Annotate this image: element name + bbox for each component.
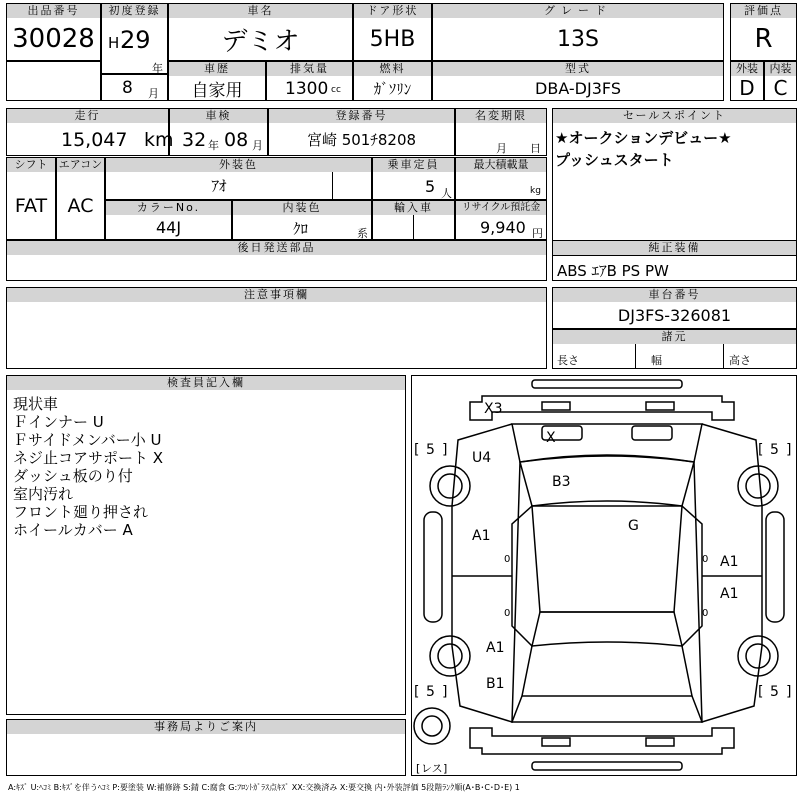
plate-box <box>268 108 455 156</box>
insp-month: 08 <box>224 129 249 151</box>
displacement-unit: cc <box>331 85 341 95</box>
score-box <box>730 3 797 61</box>
damage-b1: B1 <box>486 676 505 692</box>
int-color-box <box>232 200 372 240</box>
recycle-unit: 円 <box>532 227 543 240</box>
grade-box <box>432 3 724 61</box>
office-box <box>6 719 406 776</box>
year-unit: 年 <box>152 62 163 75</box>
interior-box <box>764 61 797 101</box>
spare-label: ] <box>443 762 448 775</box>
fuel: ｶﾞｿﾘﾝ <box>373 79 412 98</box>
max-load-label: 最大積載量 <box>456 158 546 172</box>
era: H <box>108 34 120 52</box>
displacement-label: 排気量 <box>267 62 352 76</box>
damage-x: X <box>546 430 556 446</box>
fuel-box <box>353 61 432 101</box>
tire-rl-bracket: [ <box>414 684 420 700</box>
capacity-label: 乗車定員 <box>373 158 454 172</box>
door-type: 5HB <box>369 26 416 52</box>
lot-number-box <box>6 3 101 61</box>
color-no: 44J <box>155 217 182 237</box>
model-box <box>432 61 724 101</box>
exterior-grade: D <box>739 76 755 100</box>
model: DBA-DJ3FS <box>535 78 621 98</box>
damage-b3: B3 <box>552 474 571 490</box>
ext-color-divider <box>332 172 333 199</box>
ac-label: エアコン <box>58 158 103 171</box>
insp-year-unit: 年 <box>208 139 219 152</box>
ext-color-box <box>105 157 372 200</box>
lot-number: 30028 <box>12 24 95 54</box>
inspector-note: ネジ止コアサポート X <box>13 449 164 467</box>
shift-label: シフト <box>7 158 55 172</box>
damage-a1-fr: A1 <box>720 554 739 570</box>
zero-mark: 0 <box>702 554 709 565</box>
damage-u4: U4 <box>472 450 492 466</box>
interior-label: 内装 <box>765 62 796 76</box>
zero-mark: 0 <box>702 608 709 619</box>
history: 自家用 <box>191 80 243 101</box>
caution-box <box>6 287 547 369</box>
ac: AC <box>67 194 94 217</box>
tire-rl: 5 <box>426 684 435 700</box>
dims-divider-2 <box>723 344 724 368</box>
displacement-box <box>266 61 353 101</box>
grade-label: グレード <box>433 4 723 18</box>
nc-month: 月 <box>496 142 507 155</box>
equipment-box <box>552 240 797 281</box>
damage-a1-rl: A1 <box>486 640 505 656</box>
sales-point-1: ★オークションデビュー★ <box>555 129 732 147</box>
reg-month: 8 <box>122 78 133 98</box>
int-color: ｸﾛ <box>293 220 309 238</box>
shift-box <box>6 157 56 240</box>
score-label: 評価点 <box>731 4 796 18</box>
sales-point-label: セールスポイント <box>553 109 796 123</box>
tire-rl-bracket: ] <box>442 684 448 700</box>
tire-rr-bracket: [ <box>758 684 764 700</box>
recycle-label: リサイクル預託金 <box>456 201 546 215</box>
later-parts-box <box>6 240 547 281</box>
damage-x3: X3 <box>484 401 503 417</box>
history-box <box>168 61 266 101</box>
mileage-box <box>6 108 174 156</box>
ext-color-label: 外装色 <box>106 158 371 172</box>
ext-color: ｱｵ <box>211 177 227 195</box>
displacement: 1300 <box>285 79 329 99</box>
car-diagram-box <box>411 375 797 776</box>
import-box <box>372 200 455 240</box>
interior-grade: C <box>773 76 788 100</box>
mileage-unit: km <box>144 129 174 151</box>
chassis-number: DJ3FS-326081 <box>617 305 732 325</box>
sales-point-2: プッシュスタート <box>555 151 674 169</box>
color-no-label: カラーNo. <box>106 201 231 215</box>
inspector-note: Ｆインナー U <box>13 413 104 431</box>
int-color-label: 内装色 <box>233 201 371 215</box>
int-color-unit: 系 <box>357 227 368 240</box>
ac-box <box>56 157 105 240</box>
first-reg-label: 初度登録 <box>102 4 167 18</box>
month-unit: 月 <box>148 87 159 100</box>
shift: FAT <box>14 194 48 217</box>
plate-number: 宮崎 501ﾁ8208 <box>306 130 417 149</box>
width-label: 幅 <box>651 354 662 367</box>
damage-g: G <box>628 518 639 534</box>
equipment-label: 純正装備 <box>553 241 796 255</box>
plate-label: 登録番号 <box>269 109 454 123</box>
car-name-box <box>168 3 353 61</box>
tire-fr-bracket: ] <box>786 442 792 458</box>
later-parts-label: 後日発送部品 <box>7 241 546 255</box>
inspector-box <box>6 375 406 715</box>
tire-rr-bracket: ] <box>786 684 792 700</box>
color-no-box <box>105 200 232 240</box>
lot-number-label: 出品番号 <box>7 4 100 18</box>
damage-a1-rr: A1 <box>720 586 739 602</box>
max-load-unit: kg <box>530 186 541 196</box>
inspector-note: Ｆサイドメンバー小 U <box>13 431 162 449</box>
model-label: 型式 <box>433 62 723 76</box>
tire-fl-bracket: ] <box>442 442 448 458</box>
car-name: デミオ <box>221 26 300 57</box>
zero-mark: 0 <box>504 554 511 565</box>
insp-year: 32 <box>182 129 207 151</box>
dims-box <box>552 329 797 369</box>
capacity: 5 <box>425 177 436 196</box>
zero-mark: 0 <box>504 608 511 619</box>
tire-fl: 5 <box>426 442 435 458</box>
max-load-box <box>455 157 547 200</box>
name-change-box <box>455 108 547 156</box>
capacity-unit: 人 <box>441 187 452 200</box>
car-diagram <box>412 376 796 775</box>
inspector-note: ダッシュ板のり付 <box>13 467 133 485</box>
exterior-label: 外装 <box>731 62 763 76</box>
mileage: 15,047 <box>61 129 128 151</box>
length-label: 長さ <box>557 354 579 367</box>
inspection-box <box>169 108 268 156</box>
insp-month-unit: 月 <box>252 139 263 152</box>
inspector-note: ホイールカバー A <box>13 521 133 539</box>
recycle-fee: 9,940 <box>480 218 526 237</box>
grade: 13S <box>557 26 599 52</box>
reg-year: 29 <box>120 26 151 54</box>
tire-rr: 5 <box>770 684 779 700</box>
caution-label: 注意事項欄 <box>7 288 546 302</box>
mileage-label: 走行 <box>7 109 168 123</box>
equipment: ABS ｴｱB PS PW <box>557 262 669 280</box>
inspector-note: 現状車 <box>13 395 59 413</box>
door-box <box>353 3 432 61</box>
office-label: 事務局よりご案内 <box>7 720 405 734</box>
spare-label: [ <box>416 762 421 775</box>
inspector-note: フロント廻り押され <box>13 503 149 521</box>
import-divider <box>413 215 414 239</box>
chassis-box <box>552 287 797 329</box>
dims-label: 諸元 <box>553 330 796 344</box>
reg-month-box <box>101 74 168 101</box>
inspector-label: 検査員記入欄 <box>7 376 405 390</box>
damage-a1-fl: A1 <box>472 528 491 544</box>
spare-label: レス <box>421 762 443 775</box>
capacity-box <box>372 157 455 200</box>
name-change-label: 名変期限 <box>456 109 546 123</box>
first-reg-box <box>101 3 168 74</box>
car-name-label: 車名 <box>169 4 352 18</box>
history-label: 車歴 <box>169 62 265 76</box>
score: R <box>754 24 773 54</box>
nc-day: 日 <box>530 142 541 155</box>
recycle-box <box>455 200 547 240</box>
legend: A:ｷｽﾞ U:ﾍｺﾐ B:ｷｽﾞを伴うﾍｺﾐ P:要塗装 W:補修跡 S:錆 C:腐食 G:ﾌﾛﾝﾄｶﾞﾗｽ点ｷｽﾞ XX:交換済み X:要交換 内･外装評価 5段階ﾗﾝｸ順(A･B･C･D･E) 1 <box>8 783 520 792</box>
dims-divider-1 <box>635 344 636 368</box>
sales-point-box <box>552 108 797 256</box>
chassis-label: 車台番号 <box>553 288 796 302</box>
inspector-note: 室内汚れ <box>13 485 74 503</box>
exterior-box <box>730 61 764 101</box>
import-label: 輸入車 <box>373 201 454 215</box>
lot-blank <box>6 61 101 101</box>
tire-fr-bracket: [ <box>758 442 764 458</box>
height-label: 高さ <box>729 354 751 367</box>
inspection-label: 車検 <box>170 109 267 123</box>
tire-fl-bracket: [ <box>414 442 420 458</box>
inspector-notes <box>13 395 163 539</box>
fuel-label: 燃料 <box>354 62 431 76</box>
tire-fr: 5 <box>770 442 779 458</box>
door-label: ドア形状 <box>354 4 431 18</box>
